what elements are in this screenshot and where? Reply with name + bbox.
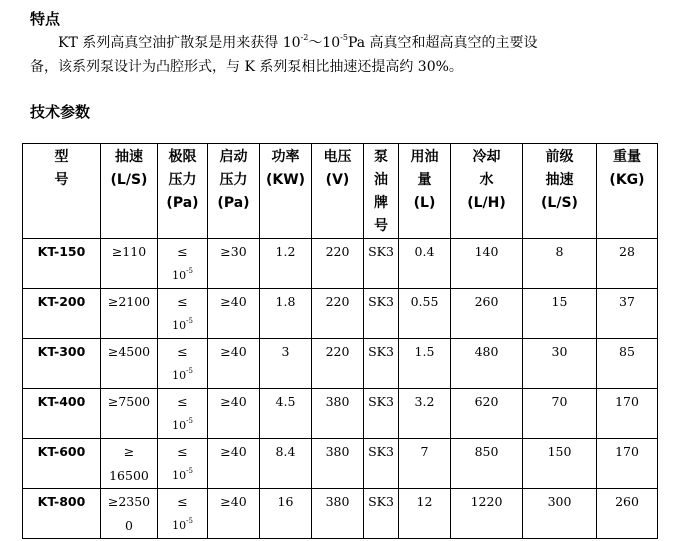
starting-pressure-cell: ≥40 [208, 489, 260, 539]
column-header-line: 重量 [613, 149, 641, 165]
column-header-line: 牌 [374, 195, 388, 211]
ultimate-pressure-value [158, 414, 207, 438]
features-exponent-2: -5 [340, 33, 348, 42]
column-header-line: 功率 [271, 149, 300, 165]
column-header-line: 水 [479, 172, 494, 188]
weight-cell: 37 [597, 289, 658, 339]
table-row [23, 289, 658, 339]
oil-quantity-cell: 7 [399, 439, 451, 489]
ultimate-pressure-exponent: -5 [186, 517, 193, 525]
starting-pressure-cell: ≥40 [208, 439, 260, 489]
fore-pump-speed-cell: 70 [523, 389, 597, 439]
oil-quantity-cell: 0.4 [399, 239, 451, 289]
fore-pump-speed-cell: 15 [523, 289, 597, 339]
pump-oil-cell: SK3 [364, 389, 399, 439]
power-cell: 3 [260, 339, 312, 389]
pumping-speed-line: ≥7500 [107, 394, 151, 409]
oil-quantity-cell: 0.55 [399, 289, 451, 339]
column-header-line: 压力 [219, 172, 248, 188]
ultimate-pressure-base: 10 [172, 369, 187, 382]
ultimate-pressure-symbol: ≤ [177, 294, 188, 309]
features-exponent-1: -2 [300, 33, 309, 42]
column-header-line: 极限 [168, 149, 197, 165]
column-header-line: 抽速 [115, 149, 143, 165]
pumping-speed-line: ≥4500 [107, 344, 151, 359]
starting-pressure-cell: ≥40 [208, 339, 260, 389]
voltage-cell: 220 [312, 239, 364, 289]
pumping-speed-cell [101, 239, 158, 289]
pump-oil-cell: SK3 [364, 239, 399, 289]
column-header [597, 144, 658, 239]
ultimate-pressure-exponent: -5 [186, 317, 193, 325]
ultimate-pressure-value [158, 314, 207, 338]
table-body [23, 239, 658, 539]
model-cell: KT-400 [23, 389, 101, 439]
column-header [158, 144, 208, 239]
features-heading: 特点 [30, 10, 61, 28]
pumping-speed-cell [101, 289, 158, 339]
oil-quantity-cell: 1.5 [399, 339, 451, 389]
model-cell: KT-200 [23, 289, 101, 339]
table-row [23, 239, 658, 289]
column-header-line: 号 [54, 172, 69, 188]
cooling-water-cell: 480 [451, 339, 523, 389]
ultimate-pressure-cell [158, 389, 208, 439]
column-header [451, 144, 523, 239]
column-header-line: 用油 [410, 149, 439, 165]
column-header [312, 144, 364, 239]
ultimate-pressure-value [158, 464, 207, 488]
fore-pump-speed-cell: 300 [523, 489, 597, 539]
ultimate-pressure-symbol: ≤ [177, 344, 188, 359]
column-header-line: 冷却 [472, 149, 501, 165]
pumping-speed-line: ≥110 [111, 244, 147, 259]
weight-cell: 28 [597, 239, 658, 289]
model-cell: KT-600 [23, 439, 101, 489]
weight-cell: 85 [597, 339, 658, 389]
column-header-line: 油 [374, 172, 388, 188]
power-cell: 1.2 [260, 239, 312, 289]
column-header-line: (V) [325, 172, 350, 188]
column-header-line: 压力 [168, 172, 197, 188]
column-header [523, 144, 597, 239]
starting-pressure-cell: ≥40 [208, 289, 260, 339]
column-header-line: (KG) [609, 172, 645, 188]
ultimate-pressure-base: 10 [172, 419, 187, 432]
ultimate-pressure-exponent: -5 [186, 367, 193, 375]
starting-pressure-cell: ≥40 [208, 389, 260, 439]
voltage-cell: 220 [312, 339, 364, 389]
voltage-cell: 220 [312, 289, 364, 339]
params-heading: 技术参数 [30, 103, 91, 121]
cooling-water-cell: 260 [451, 289, 523, 339]
ultimate-pressure-base: 10 [172, 269, 187, 282]
pumping-speed-cell [101, 489, 158, 539]
fore-pump-speed-cell: 8 [523, 239, 597, 289]
pump-oil-cell: SK3 [364, 489, 399, 539]
column-header-line: 号 [374, 218, 388, 234]
column-header-line: 启动 [219, 149, 248, 165]
power-cell: 4.5 [260, 389, 312, 439]
ultimate-pressure-symbol: ≤ [177, 444, 188, 459]
spec-table [22, 143, 658, 539]
table-row [23, 389, 658, 439]
pumping-speed-cell [101, 439, 158, 489]
column-header-line: 电压 [323, 149, 352, 165]
column-header [101, 144, 158, 239]
fore-pump-speed-cell: 150 [523, 439, 597, 489]
voltage-cell: 380 [312, 389, 364, 439]
ultimate-pressure-exponent: -5 [186, 267, 193, 275]
column-header-line: (L/H) [467, 195, 506, 211]
table-row [23, 339, 658, 389]
model-cell: KT-300 [23, 339, 101, 389]
ultimate-pressure-cell [158, 339, 208, 389]
pump-oil-cell: SK3 [364, 289, 399, 339]
ultimate-pressure-value [158, 264, 207, 288]
column-header [364, 144, 399, 239]
column-header-line: (L) [413, 195, 436, 211]
starting-pressure-cell: ≥30 [208, 239, 260, 289]
table-row [23, 489, 658, 539]
weight-cell: 260 [597, 489, 658, 539]
model-cell: KT-150 [23, 239, 101, 289]
pumping-speed-line: ≥ [123, 444, 135, 459]
column-header-line: (Pa) [217, 195, 250, 211]
column-header [399, 144, 451, 239]
pump-oil-cell: SK3 [364, 439, 399, 489]
ultimate-pressure-cell [158, 439, 208, 489]
pumping-speed-cell [101, 389, 158, 439]
table-row [23, 439, 658, 489]
ultimate-pressure-cell [158, 289, 208, 339]
weight-cell: 170 [597, 389, 658, 439]
power-cell: 1.8 [260, 289, 312, 339]
weight-cell: 170 [597, 439, 658, 489]
pump-oil-cell: SK3 [364, 339, 399, 389]
ultimate-pressure-exponent: -5 [186, 417, 193, 425]
column-header [208, 144, 260, 239]
column-header-line: (L/S) [541, 195, 578, 211]
pumping-speed-line: ≥2350 [107, 494, 151, 509]
cooling-water-cell: 850 [451, 439, 523, 489]
ultimate-pressure-cell [158, 489, 208, 539]
voltage-cell: 380 [312, 489, 364, 539]
column-header-line: (KW) [265, 172, 306, 188]
cooling-water-cell: 1220 [451, 489, 523, 539]
features-paragraph [30, 31, 660, 79]
features-line1-prefix: KT 系列高真空油扩散泵是用来获得 10 [58, 35, 301, 51]
cooling-water-cell: 620 [451, 389, 523, 439]
power-cell: 8.4 [260, 439, 312, 489]
ultimate-pressure-base: 10 [172, 519, 187, 532]
cooling-water-cell: 140 [451, 239, 523, 289]
header-row [23, 144, 658, 239]
pumping-speed-line: ≥2100 [107, 294, 151, 309]
ultimate-pressure-cell [158, 239, 208, 289]
model-cell: KT-800 [23, 489, 101, 539]
ultimate-pressure-symbol: ≤ [177, 394, 188, 409]
features-line2: 备，该系列泵设计为凸腔形式，与 K 系列泵相比抽速还提高约 30%。 [30, 59, 463, 75]
features-line1-mid: ～10 [308, 35, 341, 51]
ultimate-pressure-value [158, 514, 207, 538]
fore-pump-speed-cell: 30 [523, 339, 597, 389]
oil-quantity-cell: 3.2 [399, 389, 451, 439]
column-header-line: 抽速 [545, 172, 574, 188]
features-line1-suffix: Pa 高真空和超高真空的主要设 [347, 35, 538, 51]
pumping-speed-line: 16500 [109, 468, 149, 483]
column-header-line: 量 [417, 172, 432, 188]
ultimate-pressure-base: 10 [172, 319, 187, 332]
column-header-line: 前级 [545, 149, 574, 165]
column-header-line: 泵 [374, 149, 388, 165]
pumping-speed-cell [101, 339, 158, 389]
column-header-line: 型 [54, 149, 69, 165]
ultimate-pressure-symbol: ≤ [177, 494, 188, 509]
voltage-cell: 380 [312, 439, 364, 489]
column-header-line: (L/S) [110, 172, 148, 188]
ultimate-pressure-value [158, 364, 207, 388]
ultimate-pressure-exponent: -5 [186, 467, 193, 475]
column-header [260, 144, 312, 239]
power-cell: 16 [260, 489, 312, 539]
column-header-line: (Pa) [166, 195, 199, 211]
column-header [23, 144, 101, 239]
ultimate-pressure-symbol: ≤ [177, 244, 188, 259]
pumping-speed-line: 0 [125, 518, 133, 533]
ultimate-pressure-base: 10 [172, 469, 187, 482]
oil-quantity-cell: 12 [399, 489, 451, 539]
